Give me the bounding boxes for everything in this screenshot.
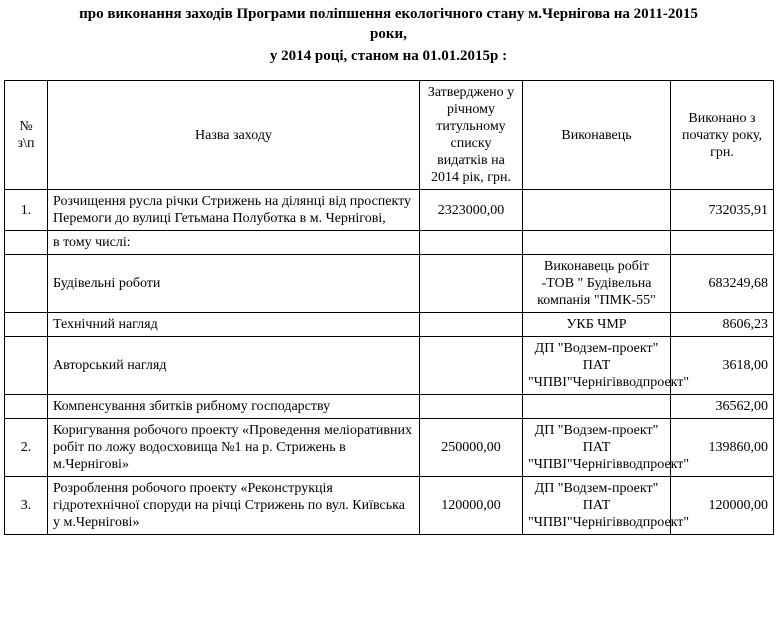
cell-number: 1. — [5, 190, 48, 231]
cell-done: 139860,00 — [671, 419, 774, 477]
column-header-number: № з\п — [5, 81, 48, 190]
table-row — [5, 337, 774, 395]
cell-name: Розроблення робочого проекту «Реконструкція гідротехнічної споруди на річці Стрижень по вул. Київська у м.Чернігові» — [48, 477, 420, 535]
cell-approved — [420, 337, 523, 395]
page-title — [0, 0, 777, 44]
column-header-done: Виконано з початку року, грн. — [671, 81, 774, 190]
table-row — [5, 231, 774, 255]
cell-done: 120000,00 — [671, 477, 774, 535]
cell-approved — [420, 313, 523, 337]
cell-done: 732035,91 — [671, 190, 774, 231]
cell-done: 683249,68 — [671, 255, 774, 313]
cell-performer: Виконавець робіт -ТОВ " Будівельна компанія "ПМК-55" — [523, 255, 671, 313]
cell-done: 36562,00 — [671, 395, 774, 419]
column-header-approved: Затверджено у річному титульному списку видатків на 2014 рік, грн. — [420, 81, 523, 190]
cell-done: 3618,00 — [671, 337, 774, 395]
cell-performer: УКБ ЧМР — [523, 313, 671, 337]
cell-performer: ДП "Водзем-проект" ПАТ "ЧПВІ"Чернігівводпроект" — [523, 337, 671, 395]
cell-name: Авторський нагляд — [48, 337, 420, 395]
cell-name: Розчищення русла річки Стрижень на ділянці від проспекту Перемоги до вулиці Гетьмана Полуботка в м. Чернігові, — [48, 190, 420, 231]
cell-name: Технічний нагляд — [48, 313, 420, 337]
cell-number — [5, 337, 48, 395]
column-header-performer: Виконавець — [523, 81, 671, 190]
cell-performer — [523, 231, 671, 255]
page-title-line-2: роки, — [370, 26, 407, 42]
cell-name: Коригування робочого проекту «Проведення меліоративних робіт по ложу водосховища №1 на р. Стрижень в м.Чернігові» — [48, 419, 420, 477]
cell-number — [5, 395, 48, 419]
cell-name: Компенсування збитків рибному господарству — [48, 395, 420, 419]
table-row — [5, 190, 774, 231]
cell-approved: 120000,00 — [420, 477, 523, 535]
table-row — [5, 313, 774, 337]
page-title-line-1: про виконання заходів Програми поліпшення екологічного стану м.Чернігова на 2011-2015 — [79, 6, 698, 22]
cell-number: 2. — [5, 419, 48, 477]
cell-name: в тому числі: — [48, 231, 420, 255]
cell-number — [5, 255, 48, 313]
cell-approved — [420, 255, 523, 313]
cell-approved — [420, 231, 523, 255]
cell-done: 8606,23 — [671, 313, 774, 337]
table-row — [5, 419, 774, 477]
cell-performer — [523, 395, 671, 419]
cell-performer: ДП "Водзем-проект" ПАТ "ЧПВІ"Чернігівводпроект" — [523, 477, 671, 535]
table-row — [5, 255, 774, 313]
cell-performer: ДП "Водзем-проект" ПАТ "ЧПВІ"Чернігівводпроект" — [523, 419, 671, 477]
cell-name: Будівельні роботи — [48, 255, 420, 313]
column-header-name: Назва заходу — [48, 81, 420, 190]
table-row — [5, 395, 774, 419]
cell-approved: 250000,00 — [420, 419, 523, 477]
table-header-row — [5, 81, 774, 190]
table-row — [5, 477, 774, 535]
cell-number — [5, 231, 48, 255]
cell-approved — [420, 395, 523, 419]
report-table — [4, 80, 774, 535]
cell-number — [5, 313, 48, 337]
cell-approved: 2323000,00 — [420, 190, 523, 231]
cell-done — [671, 231, 774, 255]
page-subtitle: у 2014 році, станом на 01.01.2015р : — [269, 48, 508, 64]
cell-performer — [523, 190, 671, 231]
cell-number: 3. — [5, 477, 48, 535]
